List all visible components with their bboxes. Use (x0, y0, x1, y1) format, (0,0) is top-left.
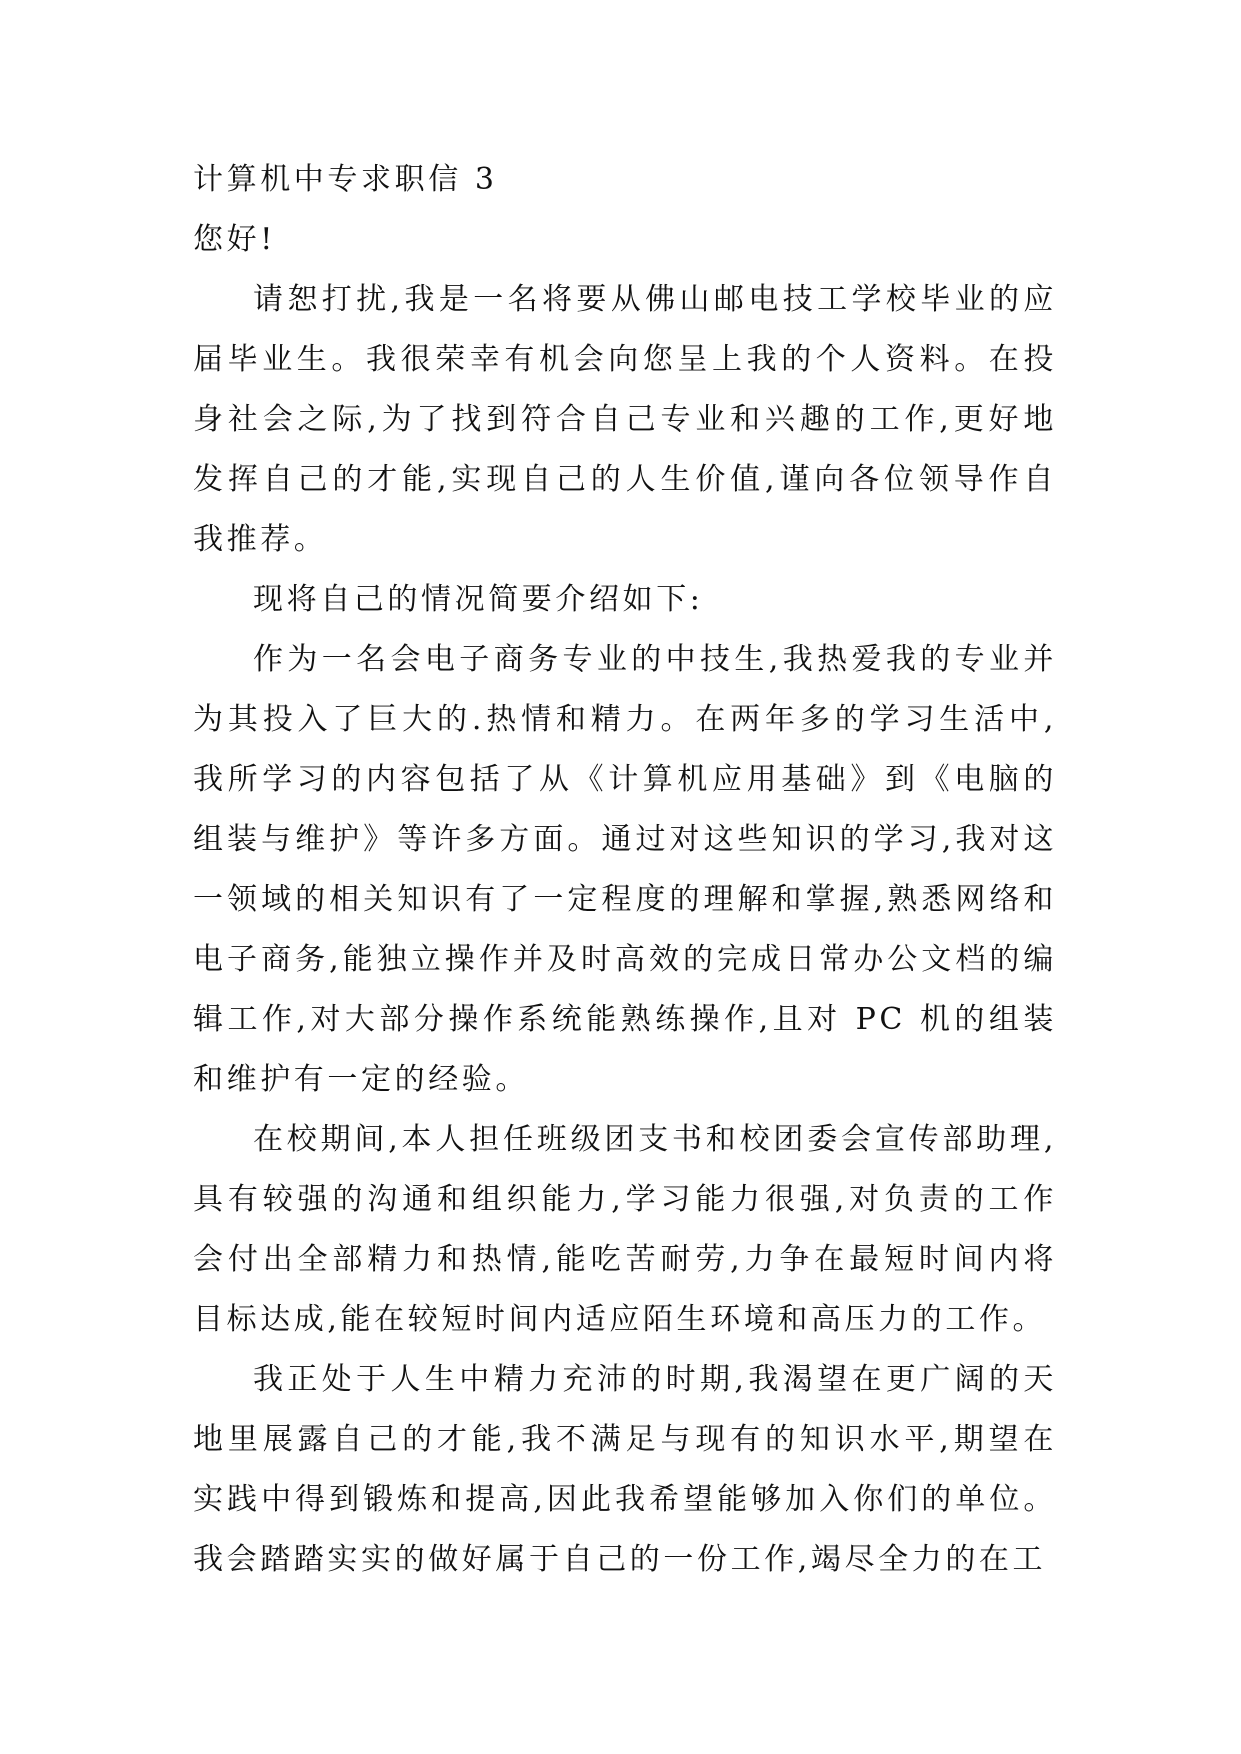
greeting: 您好! (193, 222, 276, 257)
paragraph-introduction: 请恕打扰,我是一名将要从佛山邮电技工学校毕业的应届毕业生。我很荣幸有机会向您呈上我的个人资料。在投身社会之际,为了找到符合自己专业和兴趣的工作,更好地发挥自己的才能,实现自己的人生价值,谨向各位领导作自我推荐。 (193, 282, 1057, 557)
letter-page (193, 150, 1057, 1590)
paragraph-education: 作为一名会电子商务专业的中技生,我热爱我的专业并为其投入了巨大的.热情和精力。在两年多的学习生活中,我所学习的内容包括了从《计算机应用基础》到《电脑的组装与维护》等许多方面。通过对这些知识的学习,我对这一领域的相关知识有了一定程度的理解和掌握,熟悉网络和电子商务,能独立操作并及时高效的完成日常办公文档的编辑工作,对大部分操作系统能熟练操作,且对 PC 机的组装和维护有一定的经验。 (193, 642, 1057, 1097)
paragraph-aspiration: 我正处于人生中精力充沛的时期,我渴望在更广阔的天地里展露自己的才能,我不满足与现有的知识水平,期望在实践中得到锻炼和提高,因此我希望能够加入你们的单位。我会踏踏实实的做好属于自己的一份工作,竭尽全力的在工 (193, 1362, 1057, 1577)
paragraph-school-activities: 在校期间,本人担任班级团支书和校团委会宣传部助理,具有较强的沟通和组织能力,学习能力很强,对负责的工作会付出全部精力和热情,能吃苦耐劳,力争在最短时间内将目标达成,能在较短时间内适应陌生环境和高压力的工作。 (193, 1122, 1057, 1337)
document-title: 计算机中专求职信 3 (193, 162, 498, 197)
paragraph-overview: 现将自己的情况简要介绍如下: (253, 582, 704, 617)
